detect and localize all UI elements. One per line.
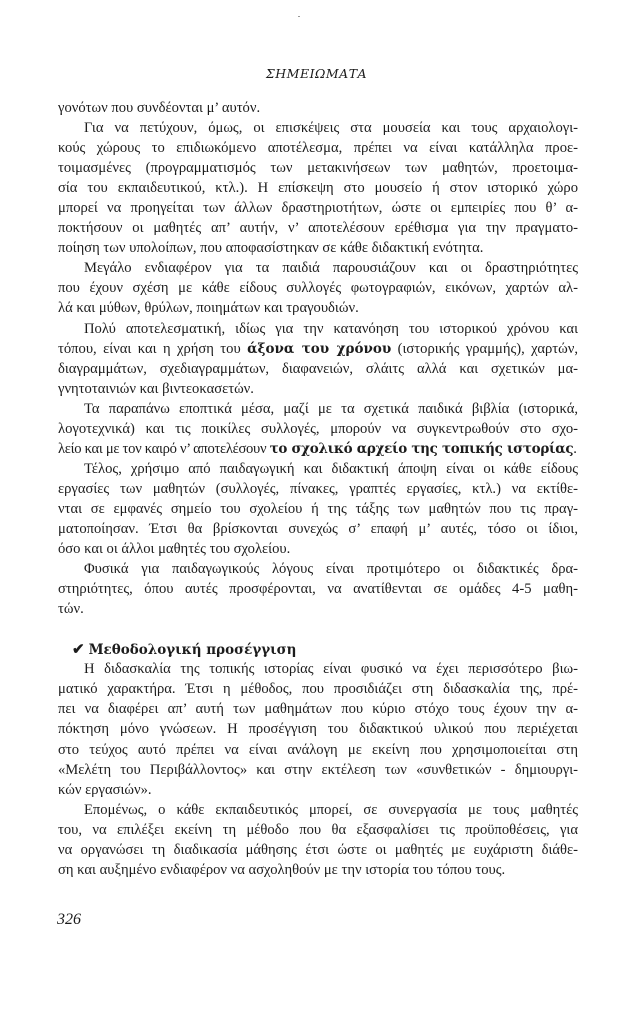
paragraph-start-line: Η διδασκαλία της τοπικής ιστορίας είναι φυσικό να έχει περισσότερο βιω-	[84, 661, 578, 678]
text-line: του, να επιλέξει εκείνη τη μέθοδο που θα εξασφαλίσει τις προϋποθέσεις, για	[58, 821, 578, 838]
text-line: νται σε εμφανές σημείο του σχολείου ή της τάξης των μαθητών που τις πραγ-	[58, 500, 578, 517]
text-line: γνητοταινιών και βιντεοκασετών.	[58, 380, 254, 397]
text-segment: (ιστορικής γραμμής), χαρτών,	[391, 340, 578, 357]
bold-term-school-archive: το σχολικό αρχείο της τοπικής ιστορίας	[269, 440, 574, 457]
text-line: κών εργασιών».	[58, 781, 152, 798]
page-number: 326	[57, 911, 81, 928]
text-line: κούς χώρους το επιδιωκόμενο αποτέλεσμα, πρέπει να είναι κατάλληλα προε-	[58, 140, 578, 157]
paragraph-start-line: Φυσικά για παιδαγωγικούς λόγους είναι προτιμότερο οι διδακτικές δρα-	[84, 561, 578, 578]
text-line-with-bold	[58, 339, 578, 359]
text-line: ση και αυξημένο ενδιαφέρον να ασχοληθούν με την ιστορία του τόπου τους.	[58, 861, 506, 878]
paragraph-start-line: Μεγάλο ενδιαφέρον για τα παιδιά παρουσιάζουν και οι δραστηριότητες	[84, 260, 578, 277]
text-line: μπορεί να προηγείται των άλλων δραστηριοτήτων, ώστε οι εμπειρίες που θ’ α-	[58, 200, 578, 217]
text-line: ματικό χαρακτήρα. Έτσι η μέθοδος, που προσιδιάζει στη διδασκαλία της, πρέ-	[58, 681, 578, 698]
running-header: ΣΗΜΕΙΩΜΑΤΑ	[265, 66, 368, 81]
text-segment: λείο και με τον καιρό ν’ αποτελέσουν	[58, 440, 270, 457]
text-line: ποίηση των υπολοίπων, που αποφασίστηκαν σε κάθε διδακτική ενότητα.	[58, 240, 484, 257]
text-line-with-bold	[58, 439, 578, 459]
paragraph-start-line: Τέλος, χρήσιμο από παιδαγωγική και διδακτική άποψη είναι οι κάθε είδους	[84, 460, 578, 477]
text-line: λογοτεχνικά) και τις ποικίλες συλλογές, μπορούν να συγκεντρωθούν στο σχο-	[58, 420, 578, 437]
section-heading	[58, 639, 578, 659]
section-title: Μεθοδολογική προσέγγιση	[88, 642, 297, 659]
text-line: να οργανώσει τη διαδικασία μάθησης έτσι ώστε οι μαθητές με ευχάριστη διάθε-	[58, 841, 578, 858]
bold-term-timeline: άξονα του χρόνου	[247, 340, 392, 357]
text-line: ποκτήσουν οι μαθητές απ’ αυτήν, ν’ αποτελέσουν ερέθισμα για την πραγματο-	[58, 220, 578, 237]
paragraph-start-line: Επομένως, ο κάθε εκπαιδευτικός μπορεί, σε συνεργασία με τους μαθητές	[84, 801, 578, 818]
text-line: λά και μύθων, θρύλων, ποιημάτων και τραγουδιών.	[58, 300, 359, 317]
text-line: τών.	[58, 601, 84, 618]
text-line: εργασίες των μαθητών (συλλογές, πίνακες, γραπτές εργασίες, κτλ.) να εκτίθε-	[58, 480, 578, 497]
body-text	[58, 98, 578, 880]
text-line: ματοποίησαν. Έτσι θα βρίσκονται συνεχώς σ’ επαφή μ’ αυτές, τόσο οι ίδιοι,	[58, 520, 578, 537]
text-line: στηριότητες, όπου αυτές προσφέρονται, να ανατίθενται σε ομάδες 4-5 μαθη-	[58, 581, 578, 598]
text-line: που έχουν σχέση με κάθε είδους συλλογές φωτογραφιών, εικόνων, χαρτών αλ-	[58, 280, 578, 297]
paragraph-start-line: Πολύ αποτελεσματική, ιδίως για την κατανόηση του ιστορικού χρόνου και	[84, 320, 578, 337]
check-mark-icon: ✔	[72, 640, 85, 659]
text-line: τοιμασμένες (προγραμματισμός των μετακινήσεων των μαθητών, προετοιμα-	[58, 160, 578, 177]
paragraph-start-line: Για να πετύχουν, όμως, οι επισκέψεις στα μουσεία και τους αρχαιολογι-	[84, 120, 578, 137]
section-spacer	[58, 619, 578, 639]
text-segment: τόπου, είναι και η χρήση του	[58, 340, 248, 357]
text-line: σία του εκπαιδευτικού, κτλ.). Η επίσκεψη στο μουσείο ή στον ιστορικό χώρο	[58, 180, 578, 197]
paragraph-start-line: Τα παραπάνω εποπτικά μέσα, μαζί με τα σχετικά παιδικά βιβλία (ιστορικά,	[84, 400, 578, 417]
text-line: όσο και οι άλλοι μαθητές του σχολείου.	[58, 541, 291, 558]
text-line: στο τεύχος αυτό πρέπει να είναι ανάλογη με εκείνη που χρησιμοποιείται στη	[58, 741, 578, 758]
text-line: πόκτηση μόνο γνώσεων. Η προσέγγιση του διδακτικού υλικού που περιέχεται	[58, 721, 578, 738]
scan-speck	[298, 16, 300, 17]
text-line: διαγραμμάτων, σχεδιαγραμμάτων, διαφανειών, σλάιτς αλλά και σχετικών μα-	[58, 360, 578, 377]
text-line: πει να διαφέρει απ’ αυτή των μαθημάτων που κύριο στόχο τους έχουν την α-	[58, 701, 578, 718]
text-segment: .	[573, 440, 577, 457]
text-line: «Μελέτη του Περιβάλλοντος» και στην εκτέλεση των «συνθετικών - δημιουργι-	[58, 761, 578, 778]
text-line: γονότων που συνδέονται μ’ αυτόν.	[58, 100, 261, 116]
